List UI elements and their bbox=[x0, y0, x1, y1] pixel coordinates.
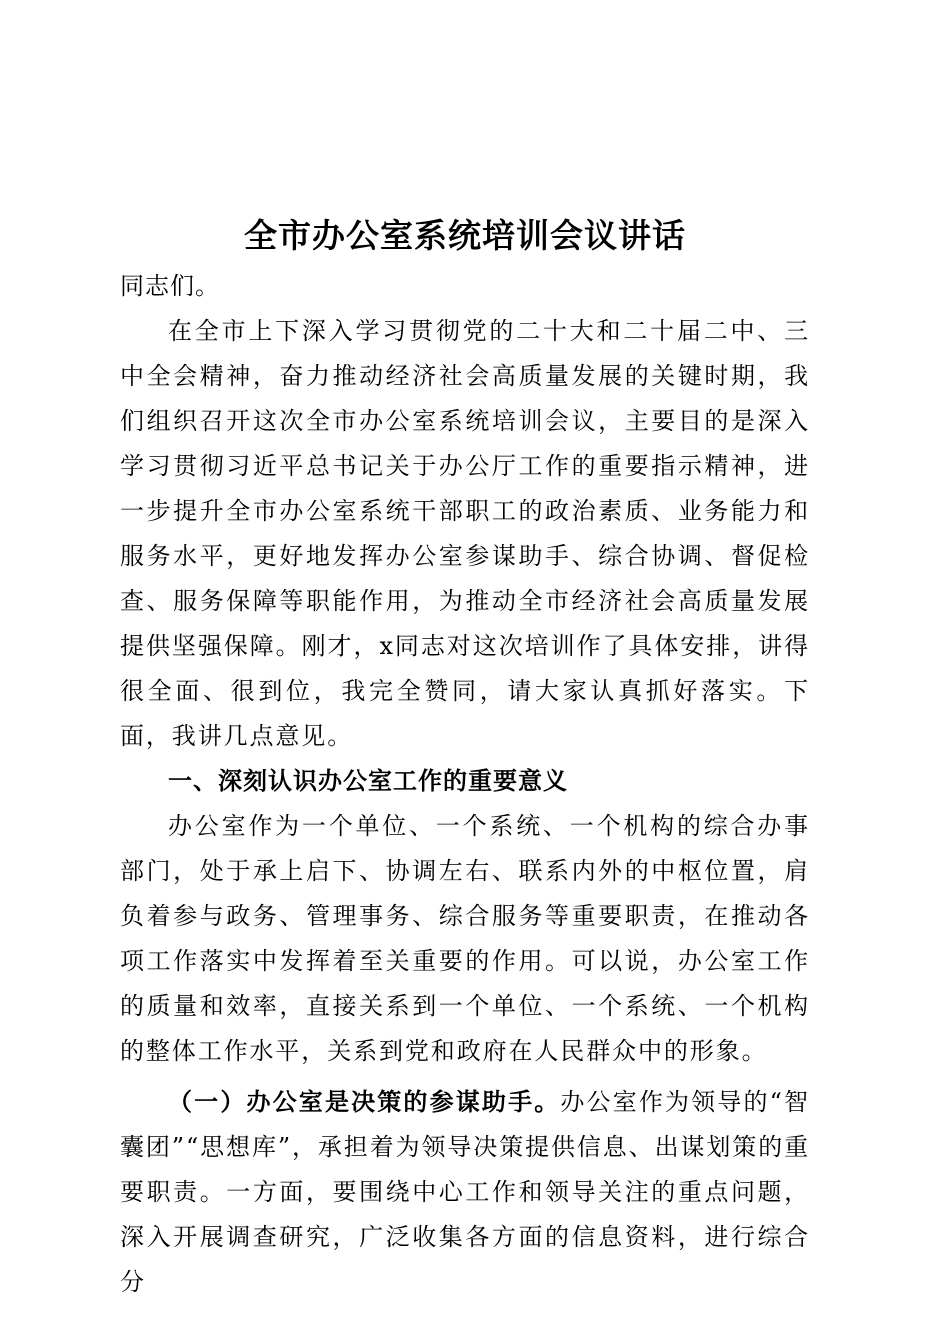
section-1-paragraph: 办公室作为一个单位、一个系统、一个机构的综合办事部门，处于承上启下、协调左右、联系内外的中枢位置，肩负着参与政务、管理事务、综合服务等重要职责，在推动各项工作落实中发挥着至关重要的作用。可以说，办公室工作的质量和效率，直接关系到一个单位、一个系统、一个机构的整体工作水平，关系到党和政府在人民群众中的形象。 bbox=[120, 812, 810, 1065]
document-body bbox=[120, 212, 810, 1305]
subsection-1-text: 办公室作为领导的“智囊团”“思想库”，承担着为领导决策提供信息、出谋划策的重要职责。一方面，要围绕中心工作和领导关注的重点问题，深入开展调查研究，广泛收集各方面的信息资料，进行综合分 bbox=[120, 1088, 811, 1296]
salutation: 同志们。 bbox=[120, 272, 220, 300]
intro-paragraph: 在全市上下深入学习贯彻党的二十大和二十届二中、三中全会精神，奋力推动经济社会高质量发展的关键时期，我们组织召开这次全市办公室系统培训会议，主要目的是深入学习贯彻习近平总书记关于办公厅工作的重要指示精神，进一步提升全市办公室系统干部职工的政治素质、业务能力和服务水平，更好地发挥办公室参谋助手、综合协调、督促检查、服务保障等职能作用，为推动全市经济社会高质量发展提供坚强保障。刚才，x同志对这次培训作了具体安排，讲得很全面、很到位，我完全赞同，请大家认真抓好落实。下面，我讲几点意见。 bbox=[120, 317, 810, 750]
subsection-1-lead: （一）办公室是决策的参谋助手。 bbox=[168, 1088, 561, 1116]
section-heading-1: 一、深刻认识办公室工作的重要意义 bbox=[168, 767, 568, 795]
subsection-1-paragraph bbox=[120, 1080, 810, 1305]
document-title: 全市办公室系统培训会议讲话 bbox=[244, 216, 686, 255]
